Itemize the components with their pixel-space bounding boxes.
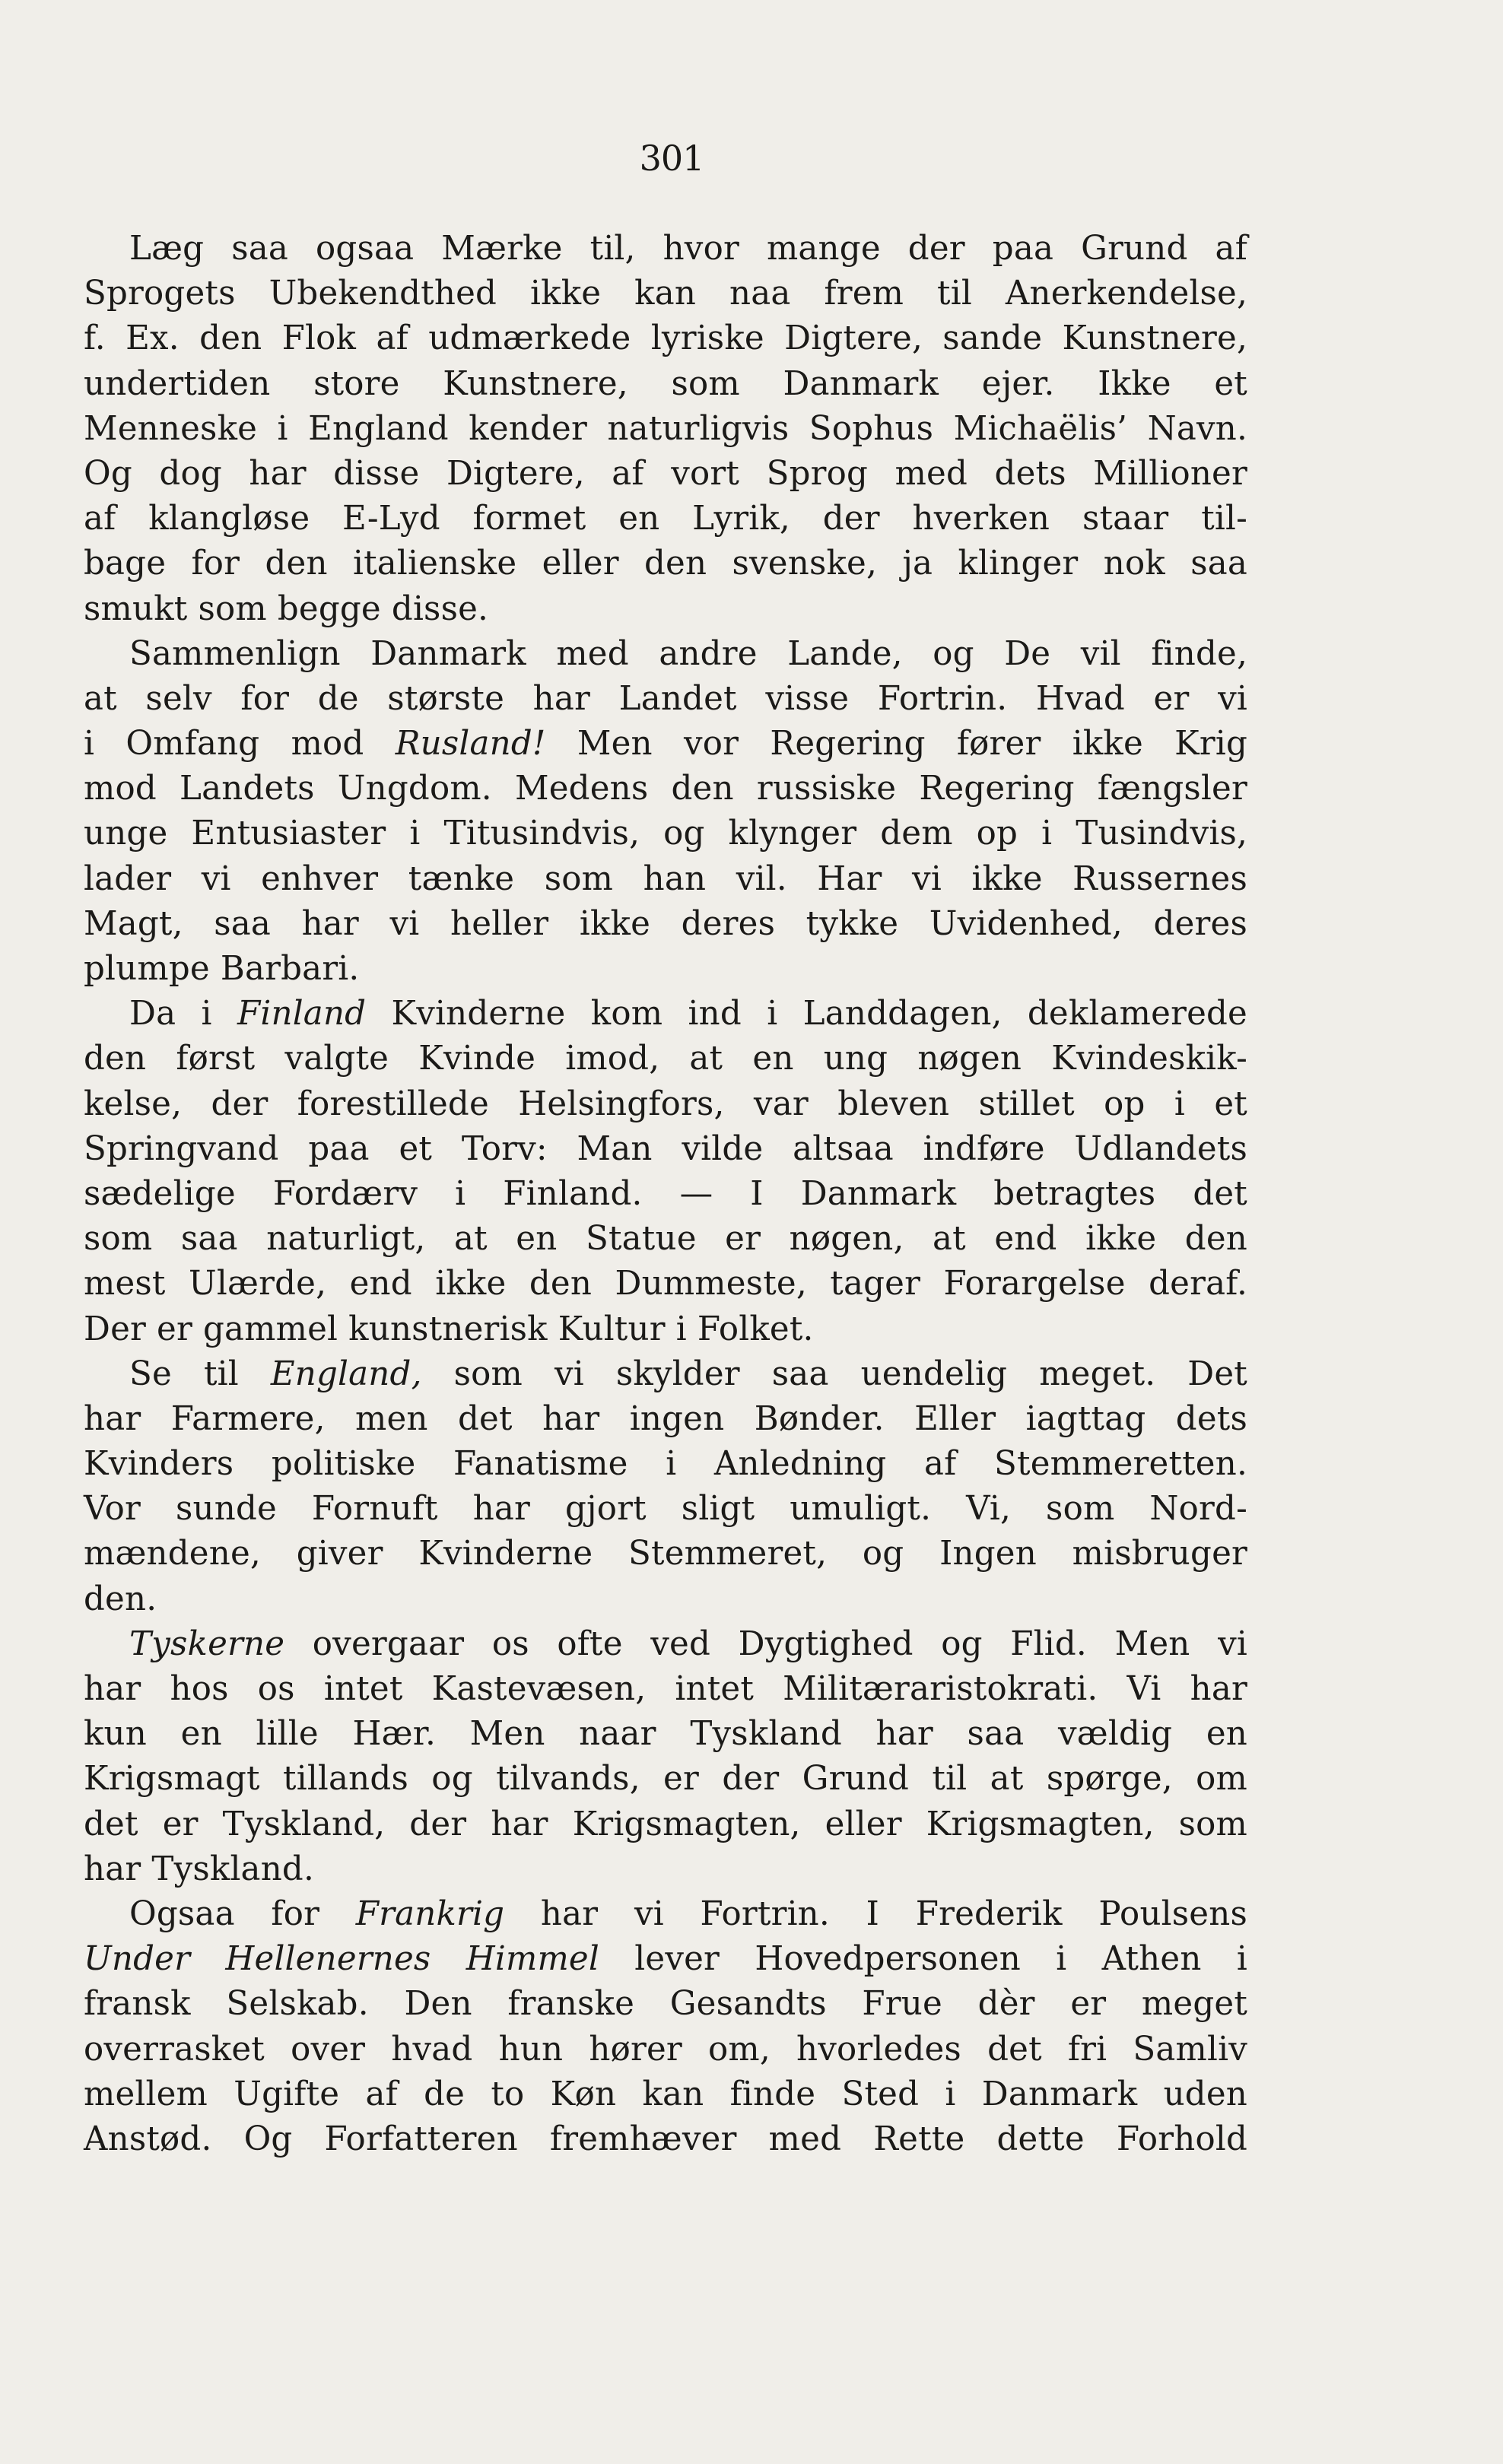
text-line <box>84 1622 1247 1667</box>
text-line: mod Landets Ungdom. Medens den russiske Regering fængsler <box>84 770 1247 808</box>
text-segment: har vi Fortrin. I Frederik Poulsens <box>504 1894 1247 1933</box>
text-line: fransk Selskab. Den franske Gesandts Frue dèr er meget <box>84 1985 1247 2024</box>
text-line: plumpe Barbari. <box>84 950 360 988</box>
text-line <box>84 1892 1247 1937</box>
text-line: den. <box>84 1580 157 1618</box>
text-line <box>84 1937 1247 1982</box>
text-line: den først valgte Kvinde imod, at en ung nøgen Kvindeskik- <box>84 1040 1247 1078</box>
text-line: Sammenlign Danmark med andre Lande, og De vil finde, <box>129 634 1247 673</box>
text-line: mændene, giver Kvinderne Stemmeret, og Ingen misbruger <box>84 1535 1247 1573</box>
text-line: lader vi enhver tænke som han vil. Har vi ikke Russernes <box>84 859 1247 898</box>
italic-title: England, <box>270 1354 422 1393</box>
text-line: Sprogets Ubekendthed ikke kan naa frem til Anerkendelse, <box>84 275 1247 313</box>
text-line: smukt som begge disse. <box>84 589 489 628</box>
text-line <box>84 992 1247 1037</box>
text-line: bage for den italienske eller den svenske, ja klinger nok saa <box>84 545 1247 583</box>
text-line: Der er gammel kunstnerisk Kultur i Folket. <box>84 1310 814 1348</box>
text-segment: Kvinderne kom ind i Landdagen, deklamerede <box>366 995 1247 1034</box>
text-line: Anstød. Og Forfatteren fremhæver med Rette dette Forhold <box>84 2119 1247 2158</box>
text-line: Og dog har disse Digtere, af vort Sprog med dets Millioner <box>84 454 1247 493</box>
text-segment: som vi skylder saa uendelig meget. Det <box>421 1354 1247 1393</box>
text-line: undertiden store Kunstnere, som Danmark ejer. Ikke et <box>84 364 1247 403</box>
text-line: Kvinders politiske Fanatisme i Anledning af Stemmeretten. <box>84 1445 1247 1484</box>
text-line <box>84 1352 1247 1397</box>
text-line: at selv for de største har Landet visse Fortrin. Hvad er vi <box>84 679 1247 718</box>
text-segment: Ogsaa for <box>129 1894 356 1933</box>
text-line: mest Ulærde, end ikke den Dummeste, tager Forargelse deraf. <box>84 1265 1247 1303</box>
page-number: 301 <box>639 138 704 179</box>
text-segment: Da i <box>129 995 237 1034</box>
text-segment: lever Hovedpersonen i Athen i <box>599 1940 1247 1979</box>
italic-title: Frankrig <box>355 1894 505 1933</box>
italic-title: Tyskerne <box>129 1624 285 1663</box>
text-line: f. Ex. den Flok af udmærkede lyriske Digtere, sande Kunstnere, <box>84 319 1247 358</box>
text-line: har Tyskland. <box>84 1850 314 1888</box>
text-line: Læg saa ogsaa Mærke til, hvor mange der paa Grund af <box>129 230 1247 268</box>
text-line: overrasket over hvad hun hører om, hvorledes det fri Samliv <box>84 2030 1247 2069</box>
text-line: som saa naturligt, at en Statue er nøgen, at end ikke den <box>84 1220 1247 1259</box>
text-line: unge Entusiaster i Titusindvis, og klynger dem op i Tusindvis, <box>84 814 1247 853</box>
text-segment: Se til <box>129 1354 271 1393</box>
text-line: sædelige Fordærv i Finland. — I Danmark betragtes det <box>84 1174 1247 1213</box>
body-text <box>84 227 1247 2162</box>
italic-title: Under Hellenernes Himmel <box>84 1940 599 1979</box>
text-line: mellem Ugifte af de to Køn kan finde Sted i Danmark uden <box>84 2075 1247 2113</box>
text-line: det er Tyskland, der har Krigsmagten, eller Krigsmagten, som <box>84 1805 1247 1843</box>
text-line: Krigsmagt tillands og tilvands, er der Grund til at spørge, om <box>84 1760 1247 1799</box>
text-line: kun en lille Hær. Men naar Tyskland har saa vældig en <box>84 1715 1247 1754</box>
text-line: har hos os intet Kastevæsen, intet Militæraristokrati. Vi har <box>84 1670 1247 1708</box>
text-segment: Men vor Regering fører ikke Krig <box>545 725 1247 764</box>
text-segment: i Omfang mod <box>84 725 396 764</box>
text-line: af klangløse E-Lyd formet en Lyrik, der hverken staar til- <box>84 500 1247 538</box>
text-line: kelse, der forestillede Helsingfors, var bleven stillet op i et <box>84 1084 1247 1123</box>
text-line: Springvand paa et Torv: Man vilde altsaa indføre Udlandets <box>84 1129 1247 1168</box>
text-line: har Farmere, men det har ingen Bønder. Eller iagttag dets <box>84 1399 1247 1438</box>
italic-title: Rusland! <box>395 725 546 764</box>
italic-title: Finland <box>237 995 367 1034</box>
text-line: Menneske i England kender naturligvis Sophus Michaëlis’ Navn. <box>84 409 1247 448</box>
text-segment: overgaar os ofte ved Dygtighed og Flid. Men vi <box>284 1624 1247 1663</box>
text-line: Magt, saa har vi heller ikke deres tykke Uvidenhed, deres <box>84 904 1247 943</box>
text-line: Vor sunde Fornuft har gjort sligt umuligt. Vi, som Nord- <box>84 1490 1247 1529</box>
text-line <box>84 722 1247 767</box>
